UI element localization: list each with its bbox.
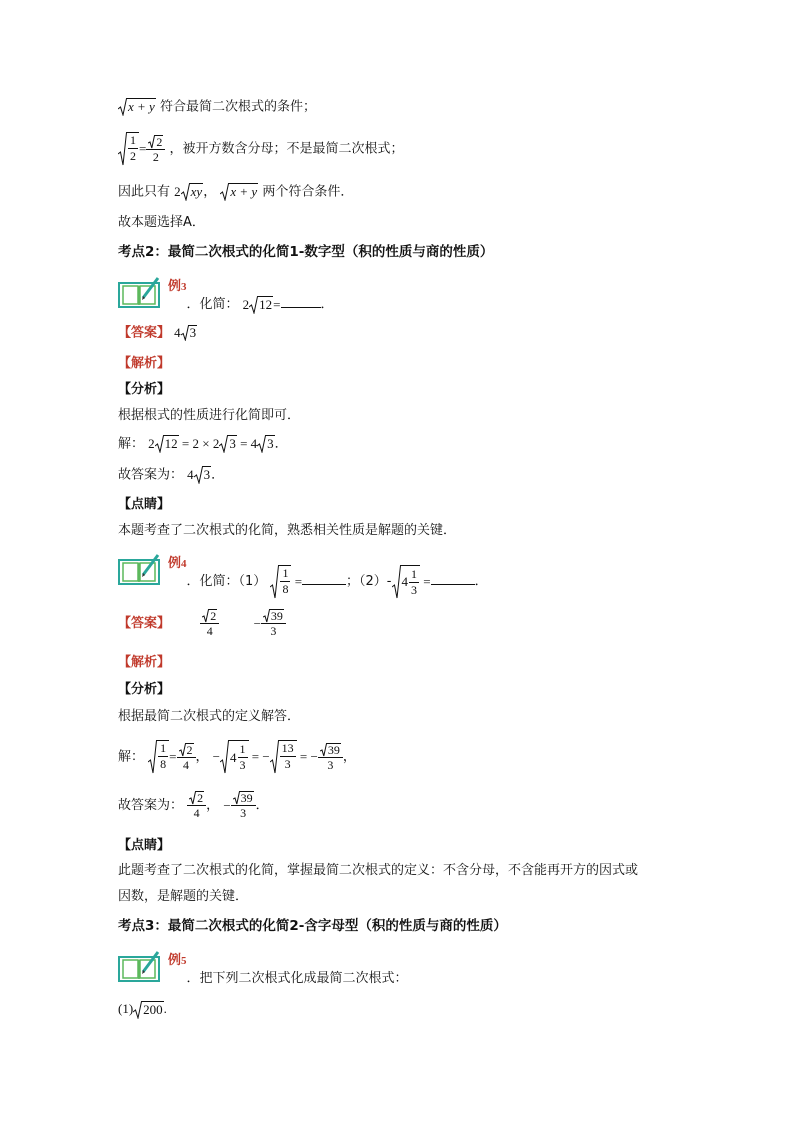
ex3-final: 故答案为： 4 3 ．: [118, 467, 225, 483]
sqrt-12: 12: [249, 296, 273, 314]
example-label: 例5: [168, 951, 187, 967]
sqrt-200: 200: [133, 1001, 164, 1019]
line-3: 因此只有 2 xy ， x + y 两个符合条件．: [118, 184, 354, 200]
book-pencil-icon: [118, 553, 164, 585]
ex3-fenxi: 根据根式的性质进行化简即可．: [118, 408, 301, 423]
sqrt-one-eighth: $\frac{1}{8}$: [270, 565, 291, 599]
frac-root2-over-2: $\frac{2}{2}$: [146, 133, 165, 164]
ex4-analysis-label: 【解析】: [118, 655, 171, 670]
line-4: 故本题选择A．: [118, 215, 205, 230]
section-3-title: 考点3：最简二次根式的化简2-含字母型（积的性质与商的性质）: [118, 918, 507, 934]
example-4: 例4 ．化简：（1） $\frac{1}{8}$ = ；（2）- 4 $\frac{1}{3}$ = ．: [118, 553, 488, 599]
sqrt-x-plus-y: x + y: [118, 98, 156, 116]
ex3-solution: 解： 2 12 = 2 × 2 3 = 4 3 ．: [118, 436, 288, 452]
ex4-answer: 【答案】 $\frac{2}{4}$ − $\frac{39}{3}$: [118, 608, 286, 639]
sqrt-four-and-third: 4 $\frac{1}{3}$: [392, 565, 421, 599]
ex4-fenxi: 根据最简二次根式的定义解答．: [118, 709, 301, 724]
sqrt-xy: xy: [181, 183, 204, 201]
line-2: $\frac{1}{2}$ = $\frac{2}{2}$ ，被开方数含分母；不是最简二次根式；: [118, 132, 404, 166]
ex4-dianjing-2: 因数，是解题的关键．: [118, 889, 249, 904]
answer-blank-2: [431, 571, 475, 585]
ex4-fenxi-label: 【分析】: [118, 682, 171, 697]
ex4-final: 故答案为： $\frac{2}{4}$ ， − $\frac{39}{3}$ ．: [118, 791, 269, 821]
example-label: 例3: [168, 277, 187, 293]
ex3-dianjing-label: 【点睛】: [118, 497, 171, 512]
book-pencil-icon: [118, 276, 164, 308]
ex3-dianjing: 本题考查了二次根式的化简，熟悉相关性质是解题的关键．: [118, 523, 457, 538]
sqrt-one-half: $\frac{1}{2}$: [118, 132, 139, 166]
ex3-fenxi-label: 【分析】: [118, 382, 171, 397]
ex3-analysis-label: 【解析】: [118, 356, 171, 371]
ex3-answer: 【答案】 4 3: [118, 325, 197, 341]
ex4-solution: 解： $\frac{1}{8}$ = $\frac{2}{4}$ ， − 4 $\frac{1}{3}$ = − $\frac{13}{3}$ = − $\frac{39}{3}$ ，: [118, 741, 356, 772]
answer-blank: [281, 294, 321, 308]
line-1: x + y 符合最简二次根式的条件；: [118, 98, 316, 117]
answer-blank-1: [302, 571, 346, 585]
example-5: 例5 ．把下列二次根式化成最简二次根式：: [118, 950, 408, 988]
ex4-dianjing-label: 【点睛】: [118, 838, 171, 853]
book-pencil-icon: [118, 950, 164, 982]
example-label: 例4: [168, 554, 187, 570]
ex5-item-1: (1) 200 .: [118, 1001, 167, 1017]
ex4-dianjing-1: 此题考查了二次根式的化简，掌握最简二次根式的定义：不含分母，不含能再开方的因式或: [118, 863, 639, 878]
sqrt-x-plus-y-2: x + y: [220, 183, 258, 201]
example-3: 例3 ．化简： 2 12 = ．: [118, 276, 334, 314]
section-2-title: 考点2：最简二次根式的化简1-数字型（积的性质与商的性质）: [118, 244, 494, 260]
